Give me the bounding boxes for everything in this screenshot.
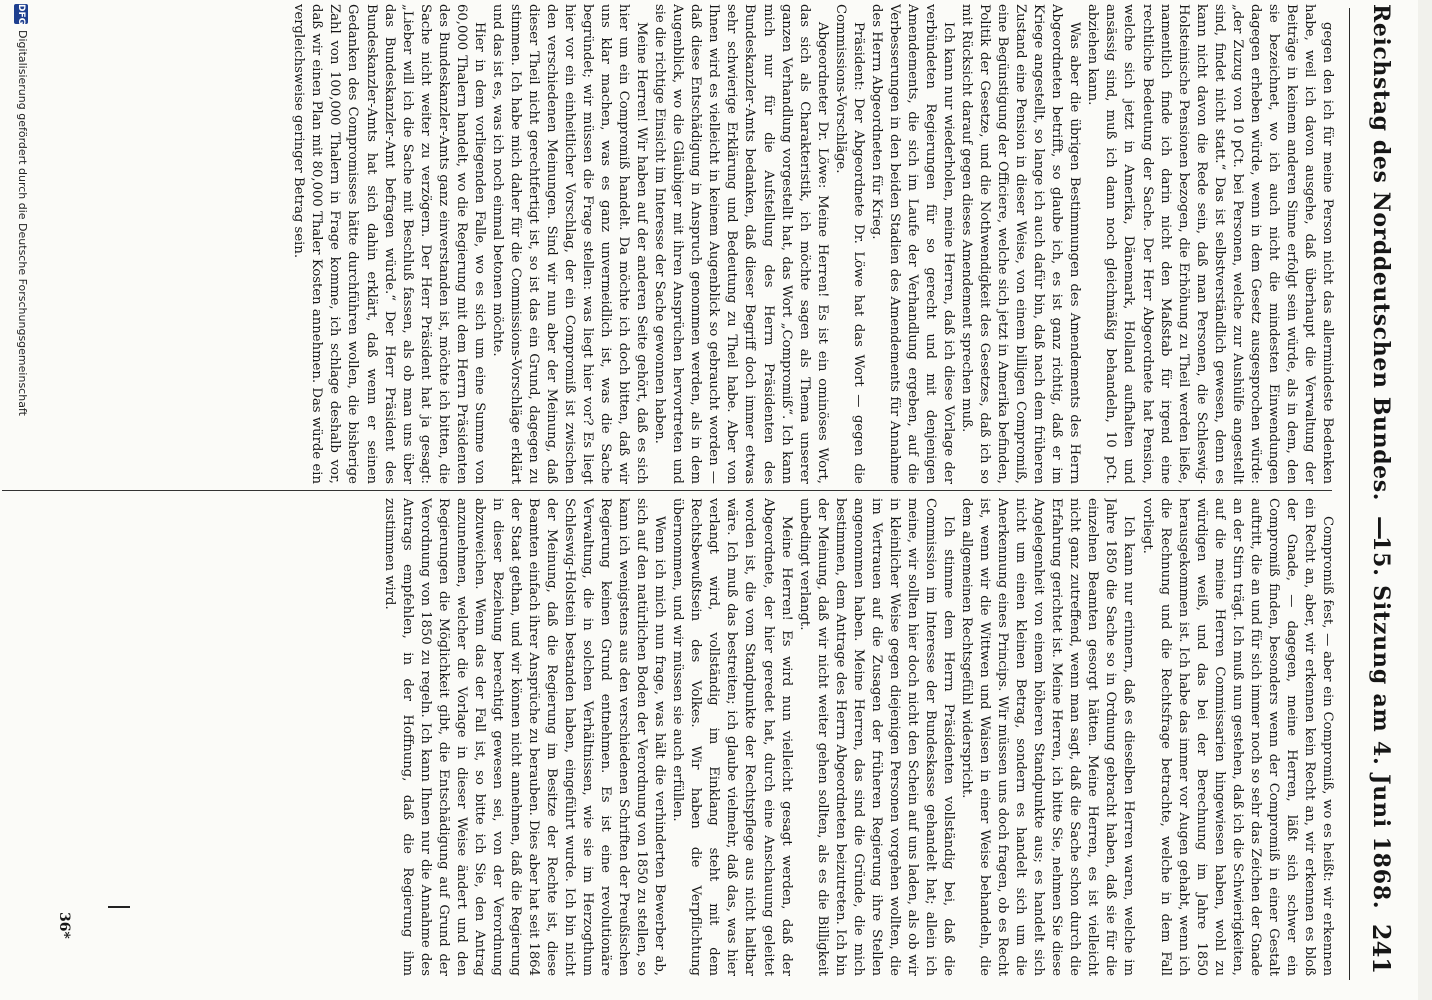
paragraph: Ich kann nur erinnern, daß es dieselben Herren waren, welche im Jahre 1850 die Sache so in Ordnung gebracht haben, daß sie für die einzelnen Beamten gesorgt hätten. Meine Herren, es ist vielleicht nicht ganz zutreffend, wenn man sagt, daß die Sache schon durch die Erfahrung gerichtet ist. Meine Herren, ich bitte Sie, nehmen Sie diese Angelegenheit von einem höheren Standpunkte aus; es handelt sich nicht um einen kleinen Betrag, sondern es handelt sich um die Anerkennung eines Princips. Wir müssen uns doch fragen, ob es Recht ist, wenn wir die Wittwen und Waisen in einer Weise behandeln, die dem allgemeinen Rechtsgefühl widerspricht. <box>959 498 1137 976</box>
header-session: 15. Sitzung am 4. Juni 1868. <box>1368 536 1394 910</box>
margin-mark <box>108 906 130 908</box>
text-column-left <box>0 4 1336 484</box>
page-number: 241 <box>1367 923 1396 974</box>
text-column-right <box>18 498 1336 976</box>
digitization-credit: Digitalisierung gefördert durch die Deutsche Forschungsgemeinschaft <box>16 30 29 416</box>
dfg-logo: DFG <box>16 4 26 26</box>
signature-mark: 36* <box>56 912 72 939</box>
paragraph: gegen den ich für meine Person nicht das allermindeste Bedenken habe, weil ich davon ausgehe, daß überhaupt die Verwaltung der Beiträge in keinem anderen Sinne erfolgt sein würde, als in dem, den sie bezeichnet, wo ich auch nicht die mindesten Einwendungen dagegen erheben würde, wenn in dem Gesetz ausgesprochen würde: „der Zuzug von 10 pCt. bei Personen, welche zur Aushülfe angestellt sind, findet nicht statt.“ Das ist selbstverständlich gewesen, denn es kann nicht davon die Rede sein, daß man Personen, die Schleswig-Holsteinische Pensionen bezogen, die Erhöhung zu Theil werden ließe, namentlich finde ich darin nicht den Maßstab für irgend eine rechtliche Bedeutung der Sache. Der Herr Abgeordnete hat Pension, welche sich jetzt in Amerika, Dänemark, Holland aufhalten und ansässig sind, muß ich dann noch gleichmäßig behandeln, 10 pCt. abziehen kann. <box>1085 4 1335 484</box>
paragraph: Meine Herren! Es wird nun vielleicht gesagt werden, daß der Abgeordnete, der hier geredet hat, durch eine Anschauung geleitet worden ist, die vom Standpunkte der Rechtspflege aus nicht haltbar wäre. Ich muß das bestreiten; ich glaube vielmehr, daß das, was hier verlangt wird, vollständig im Einklang steht mit dem Rechtsbewußtsein des Volkes. Wir haben die Verpflichtung übernommen, und wir müssen sie auch erfüllen. <box>670 498 794 976</box>
paragraph: Ich kann nur wiederholen, meine Herren, daß ich diese Vorlage der verbündeten Regierungen für so gerecht und mit denjenigen Amendements, die sich im Laufe der Verhandlung ergeben, auf die Verbesserungen in den beiden Stadien des Amendements für Annahme des Herrn Abgeordneten für Krieg. <box>868 4 957 484</box>
paragraph: Abgeordneter Dr. Löwe: Meine Herren! Es ist ein ominöses Wort, das sich als Charakteristik, ich möchte sagen als Thema unserer ganzen Verhandlung vorgestellt hat, das Wort „Compromiß“. Ich kann mich nur für die Aufstellung des Herrn Präsidenten des Bundeskanzler-Amts bedanken, daß dieser Begriff doch immer etwas sehr schwierige Erklärung und Bedeutung zu Theil habe. Aber von Ihnen wird es vielleicht in keinem Augenblick so gebraucht worden — daß diese Entschädigung in Anspruch genommen werden, als in dem Augenblick, wo die Gläubiger mit ihren Ansprüchen hervortreten und sie die richtige Einsicht im Interesse der Sache gewonnen haben. <box>652 4 830 484</box>
paragraph: Ich stimme dem Herrn Präsidenten vollständig bei, daß die Commission im Interesse der Bundeskasse gehandelt hat; allein ich meine, wir sollten hier doch nicht den Schein auf uns laden, als ob wir in kleinlicher Weise gegen diejenigen Personen vorgehen wollten, die im Vertrauen auf die Zusagen der früheren Regierung ihre Stellen angenommen haben. Meine Herren, das sind die Gründe, die mich bestimmen, dem Antrage des Herrn Abgeordneten beizutreten. Ich bin der Meinung, daß wir nicht weiter gehen sollten, als es die Billigkeit unbedingt verlangt. <box>796 498 957 976</box>
paragraph: Was aber die übrigen Bestimmungen des Amendements des Herrn Abgeordneten betrifft, so glaube ich, es ist ganz richtig, daß er im Kriege angestellt, so lange ich auch dafür bin, daß nach dem früheren Zustand eine Pension in dieser Weise, von einem billigen Compromiß, eine Begünstigung der Officiere, welche sich jetzt in Amerika befinden, Politik der Gesetze, und die Nothwendigkeit des Gesetzes, daß ich so mit Rücksicht darauf gegen dieses Amendement sprechen muß. <box>959 4 1083 484</box>
running-head <box>1349 4 1396 980</box>
header-title: Reichstag des Norddeutschen Bundes. <box>1368 4 1394 502</box>
column-divider <box>2 490 1332 491</box>
header-separator: — <box>1367 516 1396 540</box>
paragraph: Präsident: Der Abgeordnete Dr. Löwe hat das Wort — gegen die Commissions-Vorschläge. <box>832 4 866 484</box>
paragraph: Meine Herren! Wir haben auf der anderen Seite gehört, daß es sich hier um ein Compromiß handelt. Da möchte ich doch bitten, daß wir uns klar machen, was es ganz unvermeidlich ist, was die Sache begründet; wir müssen die Frage stellen: was liegt hier vor? Es liegt hier vor ein einheitlicher Vorschlag, der ein Compromiß ist zwischen den verschiedenen Meinungen. Sind wir nun aber der Meinung, daß dieser Theil nicht gerechtfertigt ist, so ist das ein Grund, dagegen zu stimmen. Ich habe mich daher für die Commissions-Vorschläge erklärt und das ist es, was ich noch einmal betonen möchte. <box>489 4 650 484</box>
paragraph: Hier in dem vorliegenden Falle, wo es sich um eine Summe von 60,000 Thalern handelt, wo die Regierung mit dem Herrn Präsidenten des Bundeskanzler-Amts ganz einverstanden ist, möchte ich bitten, die Sache nicht weiter zu verzögern. Der Herr Präsident hat ja gesagt: „Lieber will ich die Sache mit Beschluß fassen, als ob man uns über das Bundeskanzler-Amt befragen würde.“ Der Herr Präsident des Bundeskanzler-Amts hat sich dahin erklärt, daß wenn er seinen Gedanken des Compromisses hätte durchführen wollen, die bisherige Zahl von 100,000 Thalern in Frage komme, ich schlage deshalb vor, daß wir einen Plan mit 80,000 Thaler Kosten annehmen. Das würde ein vergleichsweise geringer Betrag sein. <box>291 4 487 484</box>
paragraph: Wenn ich mich nun frage, was hält die verhinderten Bewerber ab, sich auf den natürlichen Boden der Verordnung von 1850 zu stellen, so kann ich wenigstens aus den verschiedenen Schriften der Preußischen Regierung keinen Grund entnehmen. Es ist eine revolutionäre Verwaltung, die in solchen Verhältnissen, wie sie im Herzogthum Schleswig-Holstein bestanden haben, eingeführt wurde. Ich bin nicht der Meinung, daß die Regierung im Besitze der Rechte ist, diese Beamten einfach ihrer Ansprüche zu berauben. Dies aber hat seit 1864 der Staat gethan, und wir können nicht annehmen, daß die Regierung in dieser Beziehung berechtigt gewesen sei, von der Verordnung abzuweichen. Wenn das der Fall ist, so bitte ich Sie, den Antrag anzunehmen, welcher die Vorlage in dieser Weise ändert und den Regierungen die Möglichkeit gibt, die Entschädigung auf Grund der Verordnung von 1850 zu regeln. Ich kann Ihnen nur die Annahme des Antrags empfehlen, in der Hoffnung, daß die Regierung ihm zustimmen wird. <box>381 498 668 976</box>
paragraph: Compromiß fest, — aber ein Compromiß, wo es heißt: wir erkennen ein Recht an, aber, wir erkennen kein Recht an, wir erkennen es bloß der Gnade, — dagegen, meine Herren, läßt sich schwer ein Compromiß finden, besonders wenn der Compromiß in einer Gestalt auftritt, die an und für sich immer noch so sehr das Zeichen der Gnade an der Stirn trägt. Ich muß nun gestehen, daß ich die Schwierigkeiten, auf die meine Herren Commissarien hingewiesen haben, wohl zu würdigen weiß, und das bei der Berechnung im Jahre 1850 herausgekommen ist. Ich habe das immer vor Augen gehabt, wenn ich die Rechnung und die Rechtsfrage betrachte, welche in dem Fall vorliegt. <box>1139 498 1335 976</box>
scan-margin <box>1418 0 1432 1000</box>
